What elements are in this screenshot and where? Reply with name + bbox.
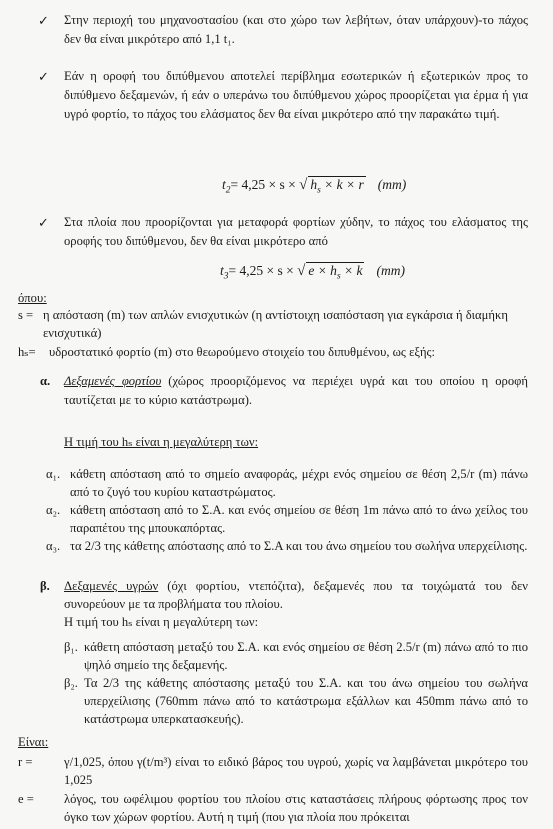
alpha-title: Δεξαμενές φορτίου	[64, 374, 162, 388]
formula-t2-radicand: h	[310, 177, 318, 192]
beta-label: β.	[40, 579, 50, 593]
einai-heading: Είναι:	[18, 735, 49, 749]
alpha-item-text: κάθετη απόσταση από το Σ.Α. και ενός σημείου σε θέση 1m πάνω από το άνω χείλος του παραπέτου της μπουκαπόρτας.	[70, 503, 528, 535]
alpha-item-text: τα 2/3 της κάθετης απόστασης από το Σ.Α και του άνω σημείου του σωλήνα υπερχείλισης.	[70, 539, 528, 553]
r-definition: γ/1,025, όπου γ(t/m³) είναι το ειδικό βάρος του υγρού, χωρίς να λαμβάνεται μικρότερο του 1,025	[64, 755, 528, 787]
beta-max-heading: Η τιμή του hₛ είναι η μεγαλύτερη των:	[64, 615, 259, 629]
beta-item-text: Τα 2/3 της κάθετης απόστασης μεταξύ του Σ.Α. και του άνω σημείου του σωλήνα υπερχείλισης (760mm πάνω από το κατάστρωμα εξάλλων και 450mm πάνω από το κατάστρωμα υπερκατασκευής).	[84, 676, 528, 726]
check-icon: ✓	[38, 215, 49, 230]
formula-unit: (mm)	[376, 263, 405, 278]
alpha-item-label: α₂.	[46, 503, 61, 517]
alpha-item-label: α₃.	[46, 539, 61, 553]
s-definition: η απόσταση (m) των απλών ενισχυτικών (η αντίστοιχη ισαπόσταση για εγκάρσια ή διαμήκη ενισχυτικά)	[43, 308, 508, 340]
formula-unit: (mm)	[377, 177, 407, 192]
formula-t3-sub: 3	[223, 271, 229, 282]
opou-heading: όπου:	[18, 291, 47, 305]
hs-definition: υδροστατικό φορτίο (m) στο θεωρούμενο στοιχείο του διπυθμένου, ως εξής:	[49, 345, 436, 359]
e-definition: λόγος, του ωφέλιμου φορτίου του πλοίου στις καταστάσεις πλήρους φόρτωσης προς τον όγκο των χώρων φορτίου. Αυτή η τιμή (που για πλοία που πρόκειται	[64, 792, 528, 824]
formula-t3-radicand-rest: × k	[340, 263, 363, 278]
beta-item-text: κάθετη απόσταση μεταξύ του Σ.Α. και ενός σημείου σε θέση 2.5/r (m) πάνω από το πιο ψηλό σημείο της δεξαμενής.	[84, 640, 528, 672]
formula-t2-radicand-sub: s	[317, 185, 321, 196]
alpha-item-text: κάθετη απόσταση από το σημείο αναφοράς, μέχρι ενός σημείου σε θέση 2,5/r (m) πάνω από το ζυγό του κυρίου καταστρώματος.	[70, 467, 528, 499]
e-label: e =	[18, 792, 34, 806]
alpha-item-label: α₁.	[46, 467, 61, 481]
formula-t3-rhs: = 4,25 × s ×	[228, 263, 298, 278]
alpha-label: α.	[40, 374, 51, 388]
bullet-paragraph-3: Στα πλοία που προορίζονται για μεταφορά φορτίων χύδην, το πάχος του ελάσματος της οροφής του διπύθμενου, δεν θα είναι μικρότερο από	[64, 215, 528, 248]
bullet-paragraph-2: Εάν η οροφή του διπύθμενου αποτελεί περίβλημα εσωτερικών ή εξωτερικών προς το διπύθμενο δεξαμενών, ή εάν ο υπεράνω του διπύθμενου χώρος προορίζεται για έρμα ή για υγρό φορτίο, το πάχος του ελάσματος δεν θα είναι μικρότερο από την παρακάτω τιμή.	[64, 69, 528, 121]
beta-item-label: β₂.	[64, 676, 78, 690]
formula-t3: $t_3= 4,25 \times s$ × √ $e \times h_s \times k$ (mm)	[220, 263, 405, 282]
alpha-max-heading: Η τιμή του hₛ είναι η μεγαλύτερη των:	[64, 435, 259, 449]
r-label: r =	[18, 755, 33, 769]
beta-title: Δεξαμενές υγρών	[64, 579, 159, 593]
hs-def-label: hₛ=	[18, 345, 36, 359]
alpha-paragraph	[64, 372, 528, 410]
formula-t2-rhs: = 4,25 × s ×	[230, 177, 300, 192]
formula-t3-radicand-sub: s	[336, 271, 341, 282]
formula-t3-radicand: e × h	[308, 263, 337, 278]
formula-t2: $t_2= 4,25 \times s$ × √ $h_s \times k \times r$ (mm)	[222, 177, 407, 196]
beta-paragraph	[64, 577, 528, 613]
bullet-paragraph-1: Στην περιοχή του μηχανοστασίου (και στο χώρο των λεβήτων, όταν υπάρχουν)-το πάχος δεν θα είναι μικρότερο από 1,1 t₁.	[64, 13, 528, 46]
beta-text: (όχι φορτίου, ντεπόζιτα), δεξαμενές που τα τοιχώματά του δεν συνορεύουν με τα προβλήματα του πλοίου.	[64, 579, 528, 611]
formula-t2-lhs: t	[222, 177, 226, 192]
formula-t2-radicand-rest: × k × r	[320, 177, 364, 192]
formula-t3-lhs: t	[220, 263, 224, 278]
check-icon: ✓	[38, 69, 49, 84]
beta-item-label: β₁.	[64, 640, 78, 654]
formula-t2-sub: 2	[225, 185, 231, 196]
check-icon: ✓	[38, 13, 49, 28]
s-def-label: s =	[18, 308, 34, 322]
alpha-text: (χώρος προοριζόμενος να περιέχει υγρά και του οποίου η οροφή ταυτίζεται με το κύριο κατάστρωμα).	[64, 374, 528, 407]
